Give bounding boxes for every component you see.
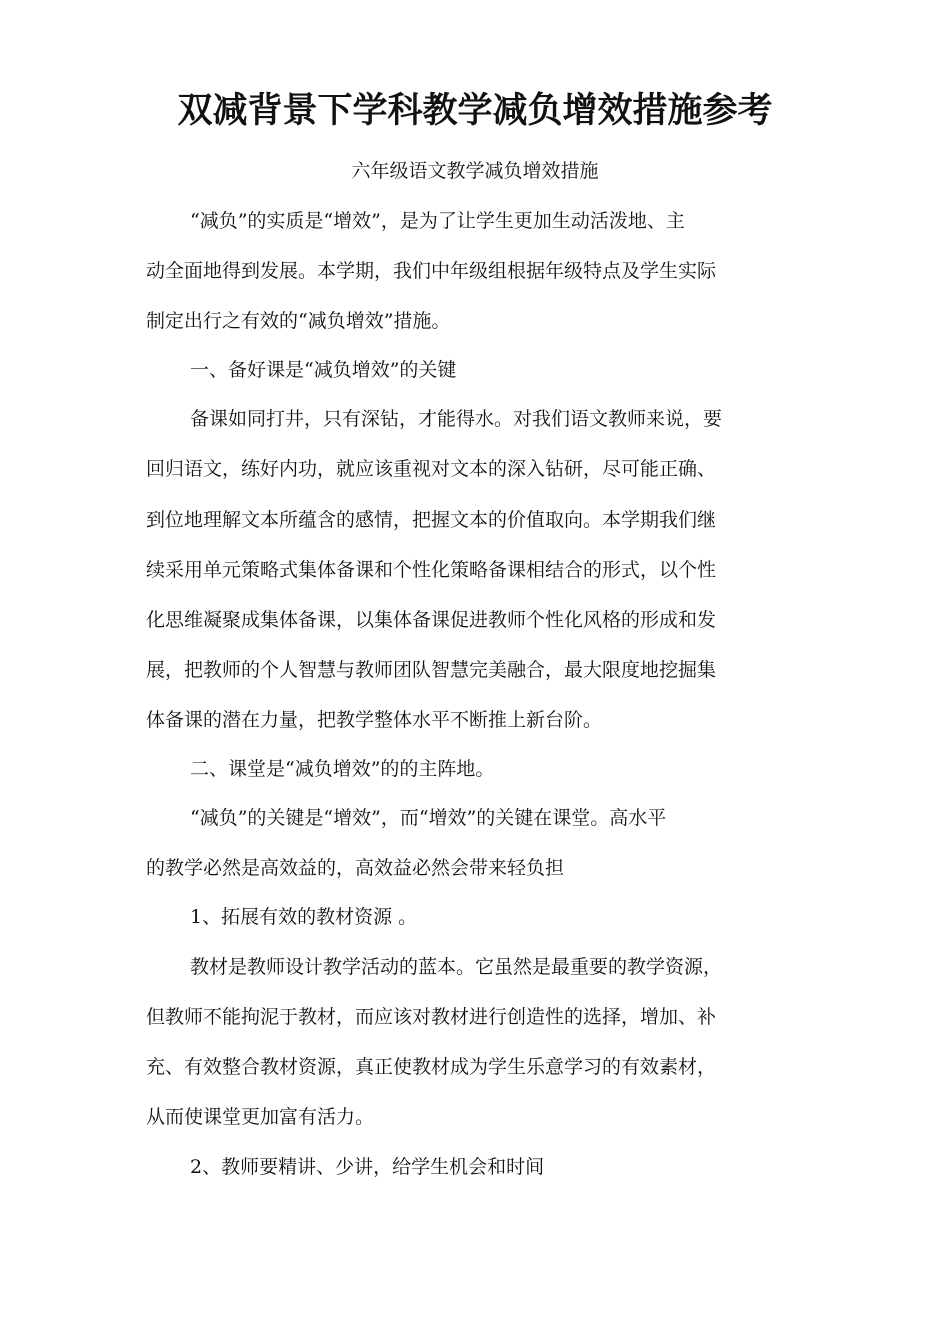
paragraph-line: 动全面地得到发展。本学期，我们中年级组根据年级特点及学生实际 — [146, 260, 717, 282]
paragraph-line: 从而使课堂更加富有活力。 — [146, 1106, 375, 1128]
document-title: 双减背景下学科教学减负增效措施参考 — [177, 91, 773, 131]
paragraph-line: 教材是教师设计教学活动的蓝本。它虽然是最重要的教学资源， — [190, 956, 723, 978]
paragraph-line: 的教学必然是高效益的，高效益必然会带来轻负担 — [146, 857, 565, 879]
paragraph-line: 制定出行之有效的“减负增效”措施。 — [146, 310, 451, 332]
paragraph-line: 化思维凝聚成集体备课，以集体备课促进教师个性化风格的形成和发 — [146, 609, 717, 631]
section-heading: 二、课堂是“减负增效”的的主阵地。 — [190, 758, 495, 780]
paragraph-line: 充、有效整合教材资源，真正使教材成为学生乐意学习的有效素材， — [146, 1056, 717, 1078]
paragraph-line: 续采用单元策略式集体备课和个性化策略备课相结合的形式，以个性 — [146, 559, 717, 581]
subsection-heading: 2、教师要精讲、少讲，给学生机会和时间 — [190, 1156, 545, 1178]
paragraph-line: 到位地理解文本所蕴含的感情，把握文本的价值取向。本学期我们继 — [146, 509, 717, 531]
paragraph-line: “减负”的实质是“增效”，是为了让学生更加生动活泼地、主 — [190, 210, 685, 232]
paragraph-line: 但教师不能拘泥于教材，而应该对教材进行创造性的选择，增加、补 — [146, 1006, 717, 1028]
paragraph-line: 体备课的潜在力量，把教学整体水平不断推上新台阶。 — [146, 709, 603, 731]
paragraph-line: 备课如同打井，只有深钻，才能得水。对我们语文教师来说，要 — [190, 408, 723, 430]
subsection-heading: 1、拓展有效的教材资源 。 — [190, 906, 418, 928]
section-heading: 一、备好课是“减负增效”的关键 — [190, 359, 457, 381]
paragraph-line: 回归语文，练好内功，就应该重视对文本的深入钻研，尽可能正确、 — [146, 458, 717, 480]
document-subtitle: 六年级语文教学减负增效措施 — [351, 160, 599, 182]
paragraph-line: “减负”的关键是“增效”，而“增效”的关键在课堂。高水平 — [190, 807, 667, 829]
paragraph-line: 展，把教师的个人智慧与教师团队智慧完美融合，最大限度地挖掘集 — [146, 659, 717, 681]
